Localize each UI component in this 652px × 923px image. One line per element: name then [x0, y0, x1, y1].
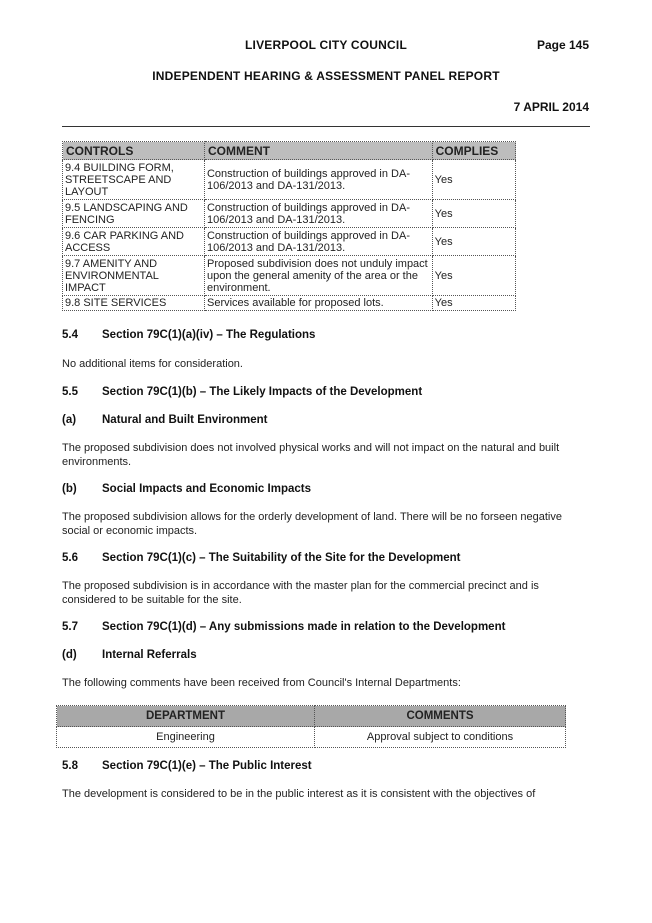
section-number: 5.4 — [62, 329, 78, 341]
section-number: 5.6 — [62, 552, 78, 564]
page-number: Page 145 — [536, 38, 589, 52]
table-row — [57, 727, 566, 748]
section-title: Natural and Built Environment — [102, 414, 268, 426]
section-title: Social Impacts and Economic Impacts — [102, 483, 311, 495]
complies-cell: Yes — [432, 256, 515, 296]
section-number: 5.5 — [62, 386, 78, 398]
department-header-row — [57, 706, 566, 727]
department-table — [56, 705, 566, 748]
section-number: (a) — [62, 414, 77, 426]
report-title: INDEPENDENT HEARING & ASSESSMENT PANEL REPORT — [152, 69, 500, 83]
header-comment: COMMENT — [204, 142, 432, 160]
report-date: 7 APRIL 2014 — [513, 100, 589, 114]
section-text-5-8: The development is considered to be in the public interest as it is consistent with the objectives of — [62, 788, 536, 800]
complies-cell: Yes — [432, 200, 515, 228]
section-title: Section 79C(1)(a)(iv) – The Regulations — [102, 329, 316, 341]
department-cell: Engineering — [57, 727, 315, 748]
subsection-heading-b — [62, 483, 311, 495]
control-cell: 9.7 AMENITY AND ENVIRONMENTAL IMPACT — [63, 256, 205, 296]
control-cell: 9.6 CAR PARKING AND ACCESS — [63, 228, 205, 256]
comment-cell: Construction of buildings approved in DA-106/2013 and DA-131/2013. — [204, 160, 432, 200]
subsection-heading-d — [62, 649, 197, 661]
subsection-heading-a — [62, 414, 268, 426]
control-cell: 9.8 SITE SERVICES — [63, 296, 205, 311]
table-row — [63, 296, 516, 311]
complies-cell: Yes — [432, 296, 515, 311]
subsection-text-d: The following comments have been received from Council's Internal Departments: — [62, 677, 461, 689]
section-heading-5-6 — [62, 552, 460, 564]
section-title: Internal Referrals — [102, 649, 197, 661]
table-row — [63, 160, 516, 200]
controls-table — [62, 141, 516, 311]
section-title: Section 79C(1)(e) – The Public Interest — [102, 760, 312, 772]
header-comments: COMMENTS — [315, 706, 566, 727]
section-text-5-6: The proposed subdivision is in accordance with the master plan for the commercial precinct and is considered to be suitable for the site. — [62, 580, 539, 606]
table-row — [63, 256, 516, 296]
section-heading-5-8 — [62, 760, 312, 772]
section-number: 5.8 — [62, 760, 78, 772]
controls-header-row — [63, 142, 516, 160]
table-row — [63, 228, 516, 256]
header-controls: CONTROLS — [63, 142, 205, 160]
council-name: LIVERPOOL CITY COUNCIL — [245, 38, 407, 52]
header-complies: COMPLIES — [432, 142, 515, 160]
section-text-5-4: No additional items for consideration. — [62, 358, 243, 370]
subsection-text-b: The proposed subdivision allows for the orderly development of land. There will be no forseen negative social or economic impacts. — [62, 511, 562, 537]
section-title: Section 79C(1)(d) – Any submissions made in relation to the Development — [102, 621, 506, 633]
section-number: (d) — [62, 649, 77, 661]
comment-cell: Services available for proposed lots. — [204, 296, 432, 311]
section-heading-5-5 — [62, 386, 422, 398]
section-number: 5.7 — [62, 621, 78, 633]
complies-cell: Yes — [432, 228, 515, 256]
comment-cell: Construction of buildings approved in DA-106/2013 and DA-131/2013. — [204, 200, 432, 228]
table-row — [63, 200, 516, 228]
section-title: Section 79C(1)(b) – The Likely Impacts of the Development — [102, 386, 423, 398]
comments-cell: Approval subject to conditions — [315, 727, 566, 748]
control-cell: 9.5 LANDSCAPING AND FENCING — [63, 200, 205, 228]
complies-cell: Yes — [432, 160, 515, 200]
section-title: Section 79C(1)(c) – The Suitability of the Site for the Development — [102, 552, 461, 564]
comment-cell: Proposed subdivision does not unduly impact upon the general amenity of the area or the environment. — [204, 256, 432, 296]
comment-cell: Construction of buildings approved in DA-106/2013 and DA-131/2013. — [204, 228, 432, 256]
header-department: DEPARTMENT — [57, 706, 315, 727]
subsection-text-a: The proposed subdivision does not involved physical works and will not impact on the natural and built environments. — [62, 442, 560, 468]
control-cell: 9.4 BUILDING FORM, STREETSCAPE AND LAYOUT — [63, 160, 205, 200]
section-heading-5-4 — [62, 329, 315, 341]
header-divider — [62, 126, 590, 127]
section-heading-5-7 — [62, 621, 505, 633]
section-number: (b) — [62, 483, 77, 495]
